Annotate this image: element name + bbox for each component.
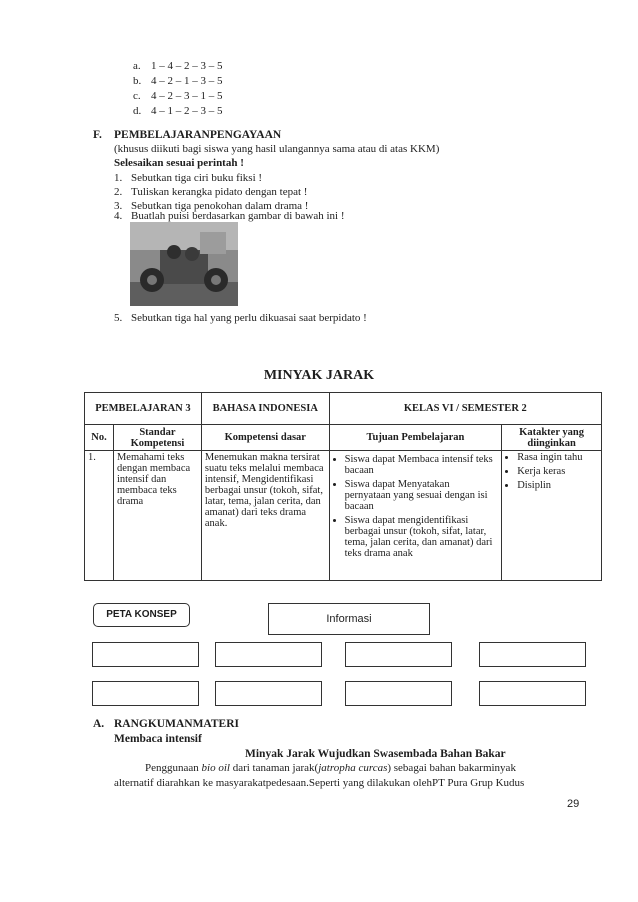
row-kd: Menemukan makna tersirat suatu teks melalui membaca intensif, Mengidentifikasi berbagai unsur (tokoh, sifat, latar, tema, jalan cerita, dan amanat) dari teks drama anak. — [201, 451, 329, 581]
pembelajaran-cell: PEMBELAJARAN 3 — [85, 393, 202, 425]
karakter-item: • Disiplin — [517, 480, 598, 491]
concept-box — [215, 681, 322, 706]
karakter-item: • Rasa ingin tahu — [517, 452, 598, 463]
row-sk: Memahami teks dengan membaca intensif dan membaca teks drama — [113, 451, 201, 581]
concept-box — [215, 642, 322, 667]
tujuan-item: • Siswa dapat mengidentifikasi berbagai unsur (tokoh, sifat, latar, tema, jalan cerita, dan amanat) dari teks drama anak — [345, 515, 499, 559]
article-paragraph-2: alternatif diarahkan ke masyarakatpedesaan.Seperti yang dilakukan olehPT Pura Grup Kudus — [114, 777, 525, 789]
summary-title: RANGKUMANMATERI — [114, 718, 240, 730]
task-photo — [130, 222, 238, 306]
section-f-note: (khusus diikuti bagi siswa yang hasil ulangannya sama atau di atas KKM) — [114, 143, 440, 155]
option-c: c. 4 – 2 – 3 – 1 – 5 — [133, 90, 223, 102]
concept-box — [345, 642, 452, 667]
header-sk: Standar Kompetensi — [113, 425, 201, 451]
task-4: 4. Buatlah puisi berdasarkan gambar di bawah ini ! — [114, 210, 345, 222]
header-tujuan: Tujuan Pembelajaran — [329, 425, 502, 451]
concept-box — [92, 642, 199, 667]
option-a: a. 1 – 4 – 2 – 3 – 5 — [133, 60, 223, 72]
concept-box — [92, 681, 199, 706]
header-kd: Kompetensi dasar — [201, 425, 329, 451]
page-number: 29 — [567, 798, 580, 810]
tujuan-item: • Siswa dapat Menyatakan pernyataan yang sesuai dengan isi bacaan — [345, 479, 499, 512]
row-no: 1. — [85, 451, 114, 581]
karakter-item: • Kerja keras — [517, 466, 598, 477]
lesson-title: MINYAK JARAK — [263, 368, 375, 383]
row-karakter — [502, 451, 602, 581]
option-d: d. 4 – 1 – 2 – 3 – 5 — [133, 105, 223, 117]
peta-konsep-label: PETA KONSEP — [93, 603, 190, 627]
header-no: No. — [85, 425, 114, 451]
concept-center-box: Informasi — [268, 603, 430, 635]
summary-letter: A. — [93, 718, 105, 730]
summary-subtitle: Membaca intensif — [114, 733, 202, 745]
section-f-letter: F. — [93, 129, 102, 141]
task-2: 2. Tuliskan kerangka pidato dengan tepat ! — [114, 186, 308, 198]
option-b: b. 4 – 2 – 1 – 3 – 5 — [133, 75, 223, 87]
section-f-instruction: Selesaikan sesuai perintah ! — [114, 157, 244, 169]
task-3: 3. Sebutkan tiga penokohan dalam drama ! — [114, 200, 309, 212]
task-1: 1. Sebutkan tiga ciri buku fiksi ! — [114, 172, 263, 184]
task-5: 5. Sebutkan tiga hal yang perlu dikuasai saat berpidato ! — [114, 312, 367, 324]
header-karakter: Katakter yang diinginkan — [502, 425, 602, 451]
concept-box — [345, 681, 452, 706]
class-cell: KELAS VI / SEMESTER 2 — [329, 393, 601, 425]
section-f-title: PEMBELAJARANPENGAYAAN — [114, 129, 282, 141]
photo-illustration — [130, 222, 238, 306]
tujuan-item: • Siswa dapat Membaca intensif teks bacaan — [345, 454, 499, 476]
article-title: Minyak Jarak Wujudkan Swasembada Bahan Bakar — [245, 748, 506, 760]
row-tujuan — [329, 451, 502, 581]
concept-box — [479, 642, 586, 667]
subject-cell: BAHASA INDONESIA — [201, 393, 329, 425]
concept-box — [479, 681, 586, 706]
lesson-table — [84, 392, 602, 581]
article-paragraph-1: Penggunaan bio oil dari tanaman jarak(jatropha curcas) sebagai bahan bakarminyak — [145, 762, 516, 774]
